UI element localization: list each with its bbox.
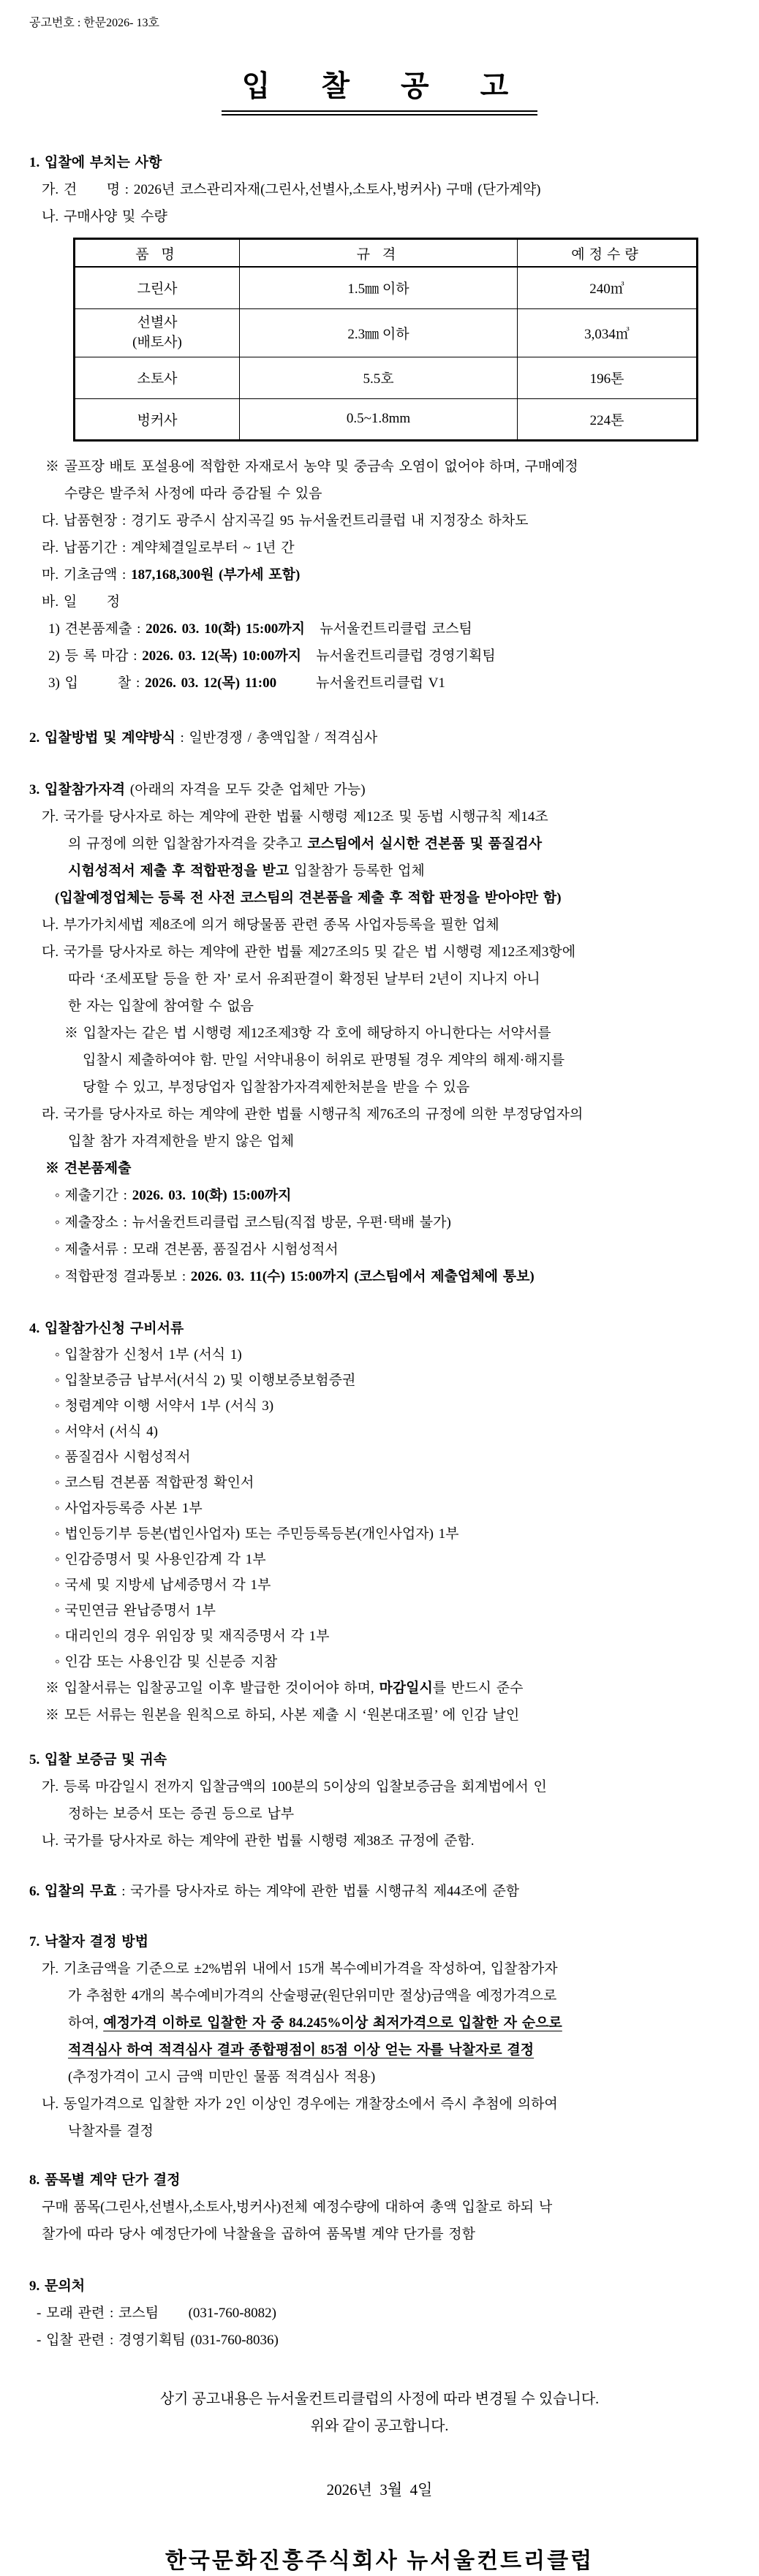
cell-spec: 1.5㎜ 이하 (240, 267, 518, 308)
sample-period-date: 2026. 03. 10(화) 15:00까지 (132, 1187, 292, 1203)
section-4-heading: 4. 입찰참가신청 구비서류 (29, 1320, 184, 1336)
s1-table-note-line2: 수량은 발주처 사정에 따라 증감될 수 있음 (64, 485, 322, 501)
schedule-place: 뉴서울컨트리클럽 경영기획팀 (301, 648, 496, 664)
schedule-registration-deadline (0, 643, 759, 670)
s3-da-line2: 따라 ‘조세포탈 등을 한 자’ 로서 유죄판결이 확정된 날부터 2년이 지나지 아니 (68, 971, 540, 987)
col-header-spec: 규 격 (240, 239, 518, 268)
title-wrap (0, 63, 759, 115)
s7-ga-line3-underlined: 예정가격 이하로 입찰한 자 중 84.245%이상 최저가격으로 입찰한 자 순으로 (103, 2015, 562, 2031)
base-amount-value: 187,168,300원 (부가세 포함) (131, 567, 301, 583)
col-header-qty: 예정수량 (518, 239, 698, 268)
sample-result-label: ◦ 적합판정 결과통보 : (55, 1268, 191, 1284)
s3-ga-line3 (0, 857, 759, 884)
table-row (75, 267, 698, 308)
s7-na-line2: 낙찰자를 결정 (68, 2123, 154, 2139)
schedule-label: 2) 등 록 마감 : (48, 648, 143, 664)
table-row (75, 357, 698, 398)
s3-sample-docs: ◦ 제출서류 : 모래 견본품, 품질검사 시험성적서 (55, 1241, 339, 1257)
s4-item: ◦ 사업자등록증 사본 1부 (55, 1500, 203, 1516)
section-2-heading (0, 724, 759, 751)
section-2-title: 2. 입찰방법 및 계약방식 (29, 730, 175, 746)
s4-item: ◦ 입찰보증금 납부서(서식 2) 및 이행보증보험증권 (55, 1372, 356, 1388)
s4-item: ◦ 청렴계약 이행 서약서 1부 (서식 3) (55, 1398, 274, 1414)
cell-item-name (75, 308, 240, 357)
company-name: 한국문화진흥주식회사 뉴서울컨트리클럽 (165, 2548, 594, 2573)
footer-notes (0, 2386, 759, 2440)
section-6-title: 6. 입찰의 무효 (29, 1883, 117, 1899)
section-3-title: 3. 입찰참가자격 (29, 781, 126, 798)
s4-item: ◦ 대리인의 경우 위임장 및 재직증명서 각 1부 (55, 1628, 330, 1644)
announcement-date: 2026년 3월 4일 (326, 2480, 433, 2499)
sample-result-date: 2026. 03. 11(수) 15:00까지 (코스팀에서 제출업체에 통보) (190, 1268, 535, 1284)
s3-note-line2: 입찰시 제출하여야 함. 만일 서약내용이 허위로 판명될 경우 계약의 해제·해지를 (83, 1052, 565, 1068)
s4-item: ◦ 인감증명서 및 사용인감계 각 1부 (55, 1551, 266, 1567)
s3-sample-result-notice (0, 1263, 759, 1290)
cell-item-name: 그린사 (75, 267, 240, 308)
schedule-place: 뉴서울컨트리클럽 V1 (276, 675, 445, 691)
material-spec-table (73, 238, 698, 442)
s3-note-line3: 당할 수 있고, 부정당업자 입찰참가자격제한처분을 받을 수 있음 (83, 1079, 470, 1095)
s4-note1 (0, 1675, 759, 1702)
s7-ga-line4 (0, 2037, 759, 2064)
schedule-label: 3) 입 찰 : (48, 675, 146, 691)
s4-note1-pre: ※ 입찰서류는 입찰공고일 이후 발급한 것이어야 하며, (45, 1680, 380, 1696)
cell-qty: 224톤 (518, 398, 698, 440)
section-8-heading: 8. 품목별 계약 단가 결정 (29, 2172, 181, 2188)
section-6-heading (0, 1878, 759, 1905)
section-2-value: : 일반경쟁 / 총액입찰 / 적격심사 (175, 730, 378, 746)
schedule-sample-submission (0, 615, 759, 643)
s1-item-delivery-site: 다. 납품현장 : 경기도 광주시 삼지곡길 95 뉴서울컨트리클럽 내 지정장소 하차도 (42, 512, 529, 529)
s7-ga-line3-normal: 하여, (68, 2015, 104, 2031)
s5-ga-line1: 가. 등록 마감일시 전까지 입찰금액의 100분의 5이상의 입찰보증금을 회계법에서 인 (42, 1778, 547, 1795)
section-1-heading: 1. 입찰에 부치는 사항 (29, 155, 162, 170)
s1-item-delivery-period: 라. 납품기간 : 계약체결일로부터 ~ 1년 간 (42, 539, 295, 556)
s3-ga-paren-note: (입찰예정업체는 등록 전 사전 코스팀의 견본품을 제출 후 적합 판정을 받아야만 함) (55, 890, 562, 906)
s7-ga-line1: 가. 기초금액을 기준으로 ±2%범위 내에서 15개 복수예비가격을 작성하여, 입찰참가자 (42, 1961, 558, 1977)
s3-ga-line2-normal: 의 규정에 의한 입찰참가자격을 갖추고 (68, 836, 308, 852)
s4-item: ◦ 품질검사 시험성적서 (55, 1449, 191, 1465)
cell-spec: 0.5~1.8mm (240, 398, 518, 440)
s3-ga-line3-bold: 시험성적서 제출 후 적합판정을 받고 (68, 863, 290, 879)
s1-item-base-amount (0, 561, 759, 588)
s3-note-line1: ※ 입찰자는 같은 법 시행령 제12조제3항 각 호에 해당하지 아니한다는 서약서를 (64, 1025, 551, 1041)
s3-ga-line1: 가. 국가를 당사자로 하는 계약에 관한 법률 시행령 제12조 및 동법 시행규칙 제14조 (42, 808, 548, 825)
cell-item-name-line2: (배토사) (132, 335, 182, 350)
cell-item-name-line1: 선별사 (137, 315, 178, 330)
s1-item-schedule-heading: 바. 일 정 (42, 594, 121, 610)
schedule-date: 2026. 03. 10(화) 15:00까지 (146, 621, 305, 637)
s4-item: ◦ 인감 또는 사용인감 및 신분증 지참 (55, 1653, 278, 1670)
s7-na-line1: 나. 동일가격으로 입찰한 자가 2인 이상인 경우에는 개찰장소에서 즉시 추첨에 의하여 (42, 2096, 558, 2112)
s3-ra-line1: 라. 국가를 당사자로 하는 계약에 관한 법률 시행규칙 제76조의 규정에 의한 부정당업자의 (42, 1106, 584, 1122)
s7-ga-line2: 가 추첨한 4개의 복수예비가격의 산술평균(원단위미만 절상)금액을 예정가격으로 (68, 1988, 557, 2004)
table-row (75, 308, 698, 357)
schedule-label: 1) 견본품제출 : (48, 621, 146, 637)
schedule-place: 뉴서울컨트리클럽 코스팀 (304, 621, 472, 637)
table-row (75, 398, 698, 440)
section-3-note: (아래의 자격을 모두 갖춘 업체만 가능) (125, 781, 366, 798)
s4-item: ◦ 법인등기부 등본(법인사업자) 또는 주민등록등본(개인사업자) 1부 (55, 1526, 459, 1542)
s3-na-line: 나. 부가가치세법 제8조에 의거 해당물품 관련 종목 사업자등록을 필한 업체 (42, 917, 499, 933)
s3-da-line1: 다. 국가를 당사자로 하는 계약에 관한 법률 제27조의5 및 같은 법 시행령 제12조제3항에 (42, 944, 576, 960)
s1-table-note-line1: ※ 골프장 배토 포설용에 적합한 자재로서 농약 및 중금속 오염이 없어야 하며, 구매예정 (45, 458, 578, 474)
s4-item: ◦ 입찰참가 신청서 1부 (서식 1) (55, 1346, 242, 1363)
s3-ga-line3-normal: 입찰참가 등록한 업체 (289, 863, 425, 879)
s3-sample-period (0, 1182, 759, 1209)
s1-item-spec-qty: 나. 구매사양 및 수량 (42, 209, 167, 224)
s5-na-line: 나. 국가를 당사자로 하는 계약에 관한 법률 시행령 제38조 규정에 준함. (42, 1833, 475, 1849)
notice-number: 공고번호 : 한문2026- 13호 (29, 17, 159, 29)
s7-ga-line4-underlined: 적격심사 하여 적격심사 결과 종합평점이 85점 이상 얻는 자를 낙찰자로 결정 (68, 2042, 535, 2058)
cell-qty: 3,034㎥ (518, 308, 698, 357)
section-6-value: : 국가를 당사자로 하는 계약에 관한 법률 시행규칙 제44조에 준함 (116, 1883, 520, 1899)
s3-ga-line2-bold: 코스팀에서 실시한 견본품 및 품질검사 (307, 836, 543, 852)
cell-item-name: 소토사 (75, 357, 240, 398)
s3-ga-line2 (0, 830, 759, 857)
section-7-heading: 7. 낙찰자 결정 방법 (29, 1933, 148, 1950)
s4-item: ◦ 국세 및 지방세 납세증명서 각 1부 (55, 1577, 271, 1593)
s4-item: ◦ 국민연금 완납증명서 1부 (55, 1602, 216, 1618)
cell-spec: 5.5호 (240, 357, 518, 398)
footer-announce-note: 위와 같이 공고합니다. (310, 2417, 449, 2434)
schedule-bid-opening (0, 670, 759, 697)
schedule-date: 2026. 03. 12(목) 10:00까지 (142, 648, 302, 664)
s4-item: ◦ 서약서 (서식 4) (55, 1423, 158, 1439)
footer-change-note: 상기 공고내용은 뉴서울컨트리클럽의 사정에 따라 변경될 수 있습니다. (159, 2390, 600, 2407)
s8-line2: 찰가에 따라 당사 예정단가에 낙찰율을 곱하여 품목별 계약 단가를 정함 (42, 2226, 476, 2242)
s3-sample-place: ◦ 제출장소 : 뉴서울컨트리클럽 코스팀(직접 방문, 우편·택배 불가) (55, 1214, 451, 1230)
cell-qty: 196톤 (518, 357, 698, 398)
page-title: 입 찰 공 고 (222, 63, 538, 115)
s4-item: ◦ 코스팀 견본품 적합판정 확인서 (55, 1474, 254, 1490)
base-amount-label: 마. 기초금액 : (42, 567, 132, 583)
schedule-date: 2026. 03. 12(목) 11:00 (145, 675, 277, 691)
col-header-item-name: 품 명 (75, 239, 240, 268)
s3-sample-submission-heading: ※ 견본품제출 (45, 1160, 132, 1176)
s4-note2: ※ 모든 서류는 원본을 원칙으로 하되, 사본 제출 시 ‘원본대조필’ 에 인감 날인 (45, 1707, 520, 1723)
section-3-heading (0, 776, 759, 803)
section-9-heading: 9. 문의처 (29, 2278, 86, 2294)
cell-item-name: 벙커사 (75, 398, 240, 440)
s4-note1-post: 를 반드시 준수 (432, 1680, 524, 1696)
s7-ga-line3 (0, 2009, 759, 2037)
s3-ra-line2: 입찰 참가 자격제한을 받지 않은 업체 (68, 1133, 295, 1149)
table-header-row (75, 239, 698, 268)
s5-ga-line2: 정하는 보증서 또는 증권 등으로 납부 (68, 1806, 295, 1822)
s4-note1-bold: 마감일시 (379, 1680, 433, 1696)
s1-item-project-name: 가. 건 명 : 2026년 코스관리자재(그린사,선별사,소토사,벙커사) 구매 (단가계약) (42, 182, 541, 197)
s7-ga-line5: (추정가격이 고시 금액 미만인 물품 적격심사 적용) (68, 2069, 376, 2085)
section-5-heading: 5. 입찰 보증금 및 귀속 (29, 1751, 167, 1768)
contact-sand: - 모래 관련 : 코스팀 (031-760-8082) (37, 2305, 276, 2321)
cell-qty: 240㎥ (518, 267, 698, 308)
contact-bid: - 입찰 관련 : 경영기획팀 (031-760-8036) (37, 2332, 279, 2348)
s8-line1: 구매 품목(그린사,선별사,소토사,벙커사)전체 예정수량에 대하여 총액 입찰로 하되 낙 (42, 2199, 553, 2215)
cell-spec: 2.3㎜ 이하 (240, 308, 518, 357)
sample-period-label: ◦ 제출기간 : (55, 1187, 132, 1203)
s3-da-line3: 한 자는 입찰에 참여할 수 없음 (68, 998, 254, 1014)
